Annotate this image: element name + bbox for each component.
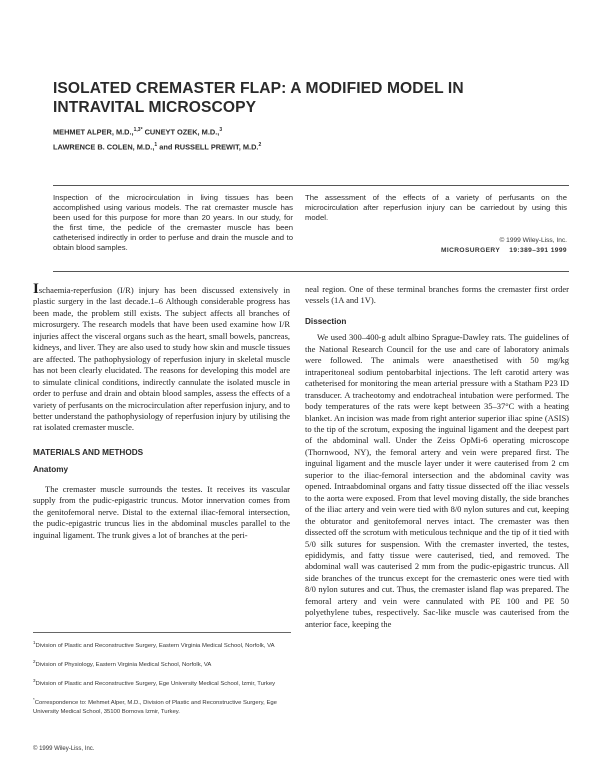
heading-dissection: Dissection xyxy=(305,316,347,326)
abstract-bottom-rule xyxy=(53,271,569,272)
continuation-paragraph: neal region. One of these terminal branches forms the cremaster first order vessels (1A and 1V). xyxy=(305,284,569,306)
author-prewit-affil: 2 xyxy=(258,141,262,148)
publication-info xyxy=(305,236,567,255)
drop-cap: I xyxy=(33,281,39,297)
journal-name: MICROSURGERY xyxy=(440,246,501,254)
heading-anatomy: Anatomy xyxy=(33,465,69,475)
footnote-3: $^3$Division of Plastic and Reconstructive Surgery, Ege University Medical School, Izmir, Turkey xyxy=(33,677,276,687)
abstract-copyright: © 1999 Wiley-Liss, Inc. xyxy=(499,237,567,244)
body-column-right xyxy=(305,284,569,630)
anatomy-paragraph: The cremaster muscle surrounds the testes. It receives its vascular supply from the pudic-epigastric truncus. Motor innervation comes from the genitofemoral nerve. Distal to the external iliac-femoral intersection, the pudic-epigastric truncus lies in the abdominal muscles parallel to the inguinal ligament. The trunk gives a lot of branches at the peri- xyxy=(33,483,290,540)
title-line-2: INTRAVITAL MICROSCOPY xyxy=(53,98,257,116)
author-prewit: and RUSSELL PREWIT, M.D. xyxy=(157,142,259,152)
author-alper: MEHMET ALPER, M.D., xyxy=(53,127,134,137)
author-alper-affil: 1,3* xyxy=(133,127,143,133)
footnote-correspondence: *Correspondence to: Mehmet Alper, M.D., Division of Plastic and Reconstructive Surgery, Ege University Medical School, 35100 Bornova Izmir, Turkey. xyxy=(33,696,277,715)
dissection-paragraph: We used 300–400-g adult albino Sprague-Dawley rats. The guidelines of the National Research Council for the use and care of laboratory animals were followed. The animals were anaesthetised with 50 mg/kg intraperitoneal sodium pentobarbital injections. The left carotid artery was catheterised for monitoring the mean arterial pressure with a Statham P23 ID transducer. A tracheotomy and endotracheal intubation were performed. The body temperatures of the rats were kept between 35–37°C with a heating blanket. An incision was made from right anterior superior iliac spine (ASIS) to the tip of the scrotum, exposing the inguinal ligament and the deepest part of the abdominal wall. Under the Zeiss OpMi-6 operating microscope (Thornwood, NY), the femoral artery and vein were prepared first. The inguinal ligament and the muscle layer under it were cauterised from 2 cm superior to the iliac-femoral intersection and the abdominal cavity was opened. Intraabdominal organs and fatty tissue dissected off the iliac vessels to the aorta were exposed. From that level moving distally, the side branches of the iliac artery and vein were tied with 8/0 nylon sutures and cut, keeping the obturator and genitofemoral nerves intact. The cremaster was then dissected off the scrotum with meticulous technique and the tip of it tied with 5/0 silk sutures for suspension. With the cremaster inverted, the testes, epididymis, and fatty tissue were cauterised, tied, and removed. The abdominal wall was cauterised 2 mm from the pudic-epigastric truncus. All side branches of the truncus except for the cremasteric ones were tied with 8/0 nylon sutures and cut. Thus, the cremaster island flap was prepared. The femoral artery and vein were cannulated with PE 100 and PE 50 polyethylene tubes, respectively. Sac-like muscle was cauterised from the anterior face, keeping the xyxy=(305,332,569,629)
heading-materials-methods: MATERIALS AND METHODS xyxy=(33,447,144,457)
footnote-2: $^2$Division of Physiology, Eastern Virginia Medical School, Norfolk, VA xyxy=(33,658,212,668)
abstract-left: Inspection of the microcirculation in living tissues has been accomplished using various models. The rat cremaster muscle has been used for this purpose for more than 20 years. In our study, for the first time, the pedicle of the cremaster muscle has been catheterised indirectly in order to perfuse and drain the muscle and to obtain blood samples. xyxy=(53,193,293,253)
article-title xyxy=(53,80,553,117)
page-copyright: © 1999 Wiley-Liss, Inc. xyxy=(33,746,95,752)
body-column-left xyxy=(33,281,290,541)
footnote-1: $^1$Division of Plastic and Reconstructive Surgery, Eastern Virginia Medical School, Norfolk, VA xyxy=(33,640,275,649)
intro-text: schaemia-reperfusion (I/R) injury has been discussed extensively in plastic surgery in the last decade.1–6 Although considerable progress has been made, the problem still exists. The subject affects all branches of microsurgery. The research models that have been used examine how I/R injuries affect the visceral organs such as the heart, small bowels, pancreas, kidneys, and liver. They are also used to study how skin and muscle tissues are affected. The pathophysiology of reperfusion injury in skeletal muscle has not been clearly elucidated. The reasons for developing this model are to simulate clinical conditions, indirectly cannulate the isolated muscle in order to perfuse and drain and obtain blood samples, assess the effects of a variety of perfusants on the microcirculation after reperfusion injury, and to better understand the pathophysiology of reperfusion injury by utilising the rat isolated cremaster muscle. xyxy=(33,285,290,433)
intro-paragraph xyxy=(33,281,290,434)
author-colen-affil: 1 xyxy=(154,141,158,148)
footnote-rule xyxy=(33,632,291,633)
journal-citation: 19:389–391 1999 xyxy=(509,246,567,254)
author-colen: LAWRENCE B. COLEN, M.D., xyxy=(53,142,155,152)
title-line-1: ISOLATED CREMASTER FLAP: A MODIFIED MODEL IN xyxy=(53,80,464,97)
author-ozek-affil: 3 xyxy=(219,127,223,133)
author-list xyxy=(53,124,553,154)
abstract-right: The assessment of the effects of a variety of perfusants on the microcirculation after reperfusion injury can be carriedout by using this model. xyxy=(305,193,567,223)
abstract-top-rule xyxy=(53,185,569,186)
footnotes xyxy=(33,632,291,723)
author-ozek: CUNEYT OZEK, M.D., xyxy=(142,127,220,137)
